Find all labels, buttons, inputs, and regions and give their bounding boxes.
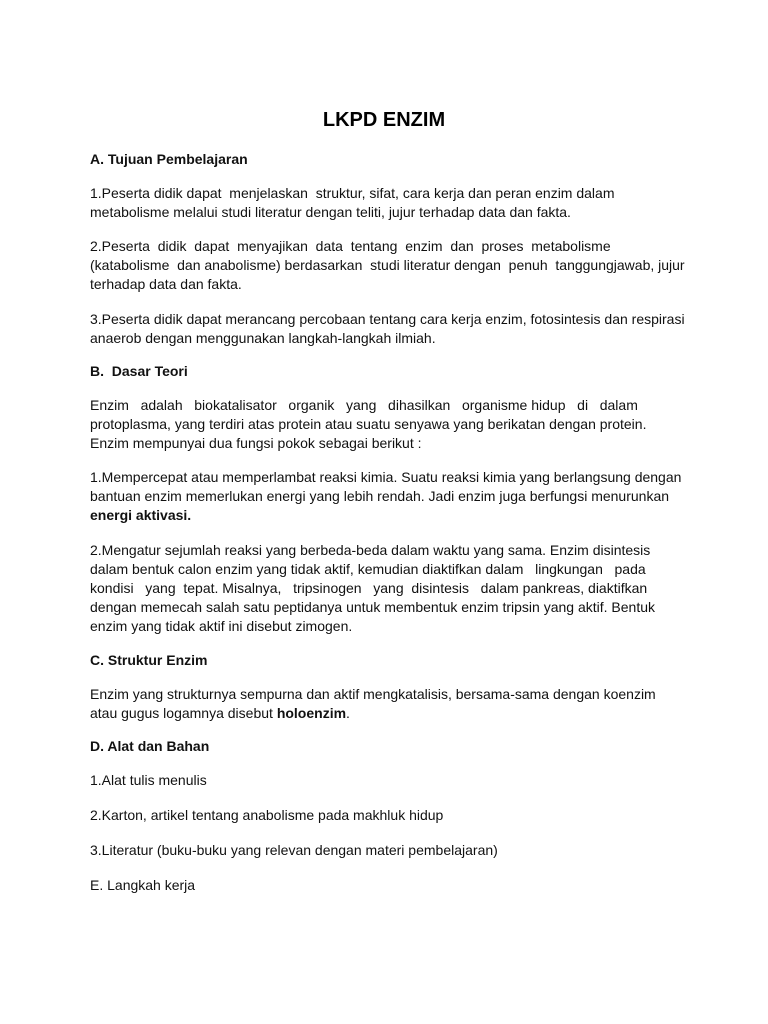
section-b-heading: B. Dasar Teori (90, 363, 188, 379)
section-a-item-1 (90, 184, 678, 222)
paragraph-line: 2.Peserta didik dapat menyajikan data tentang enzim dan proses metabolisme (90, 238, 611, 254)
paragraph-line: (katabolisme dan anabolisme) berdasarkan studi literatur dengan penuh tanggungjawab, jujur (90, 257, 685, 273)
section-b-point-1 (90, 468, 682, 525)
paragraph-line: 3.Peserta didik dapat merancang percobaan tentang cara kerja enzim, fotosintesis dan respirasi (90, 311, 685, 327)
line-suffix: . (346, 705, 350, 721)
list-item: 3.Literatur (buku-buku yang relevan dengan materi pembelajaran) (90, 842, 498, 858)
paragraph-line: 1.Mempercepat atau memperlambat reaksi kimia. Suatu reaksi kimia yang berlangsung dengan (90, 469, 682, 485)
paragraph-line: bantuan enzim memerlukan energi yang lebih rendah. Jadi enzim juga berfungsi menurunkan (90, 488, 670, 504)
paragraph-line: kondisi yang tepat. Misalnya, tripsinogen yang disintesis dalam pankreas, diaktifkan (90, 580, 648, 596)
list-item: 1.Alat tulis menulis (90, 772, 207, 788)
paragraph-line: 1.Peserta didik dapat menjelaskan struktur, sifat, cara kerja dan peran enzim dalam (90, 185, 615, 201)
bold-term: energi aktivasi. (90, 507, 192, 523)
section-b-intro (90, 396, 678, 453)
line-prefix: atau gugus logamnya disebut (90, 705, 277, 721)
section-d-heading: D. Alat dan Bahan (90, 738, 210, 754)
section-a-item-3 (90, 310, 685, 348)
paragraph-line: Enzim adalah biokatalisator organik yang dihasilkan organisme hidup di dalam (90, 397, 638, 413)
paragraph-line: anaerob dengan menggunakan langkah-langkah ilmiah. (90, 330, 436, 346)
section-a-item-2 (90, 237, 685, 294)
section-e-heading: E. Langkah kerja (90, 877, 196, 893)
paragraph-line: Enzim yang strukturnya sempurna dan aktif mengkatalisis, bersama-sama dengan koenzim (90, 686, 656, 702)
section-c-heading: C. Struktur Enzim (90, 652, 208, 668)
paragraph-line: terhadap data dan fakta. (90, 276, 242, 292)
document-title: LKPD ENZIM (322, 109, 446, 131)
section-b-point-2 (90, 541, 678, 636)
paragraph-line (90, 704, 678, 723)
paragraph-line: Enzim mempunyai dua fungsi pokok sebagai berikut : (90, 435, 422, 451)
paragraph-line: metabolisme melalui studi literatur dengan teliti, jujur terhadap data dan fakta. (90, 204, 571, 220)
paragraph-line: 2.Mengatur sejumlah reaksi yang berbeda-beda dalam waktu yang sama. Enzim disintesis (90, 542, 651, 558)
paragraph-line: dalam bentuk calon enzim yang tidak aktif, kemudian diaktifkan dalam lingkungan pada (90, 561, 646, 577)
paragraph-line: protoplasma, yang terdiri atas protein atau suatu senyawa yang berikatan dengan protein. (90, 416, 647, 432)
list-item: 2.Karton, artikel tentang anabolisme pada makhluk hidup (90, 807, 444, 823)
paragraph-line: enzim yang tidak aktif ini disebut zimogen. (90, 618, 353, 634)
paragraph-line: dengan memecah salah satu peptidanya untuk membentuk enzim tripsin yang aktif. Bentuk (90, 599, 655, 615)
section-c-paragraph (90, 685, 678, 723)
section-a-heading: A. Tujuan Pembelajaran (90, 151, 248, 167)
bold-term: holoenzim (276, 705, 347, 721)
